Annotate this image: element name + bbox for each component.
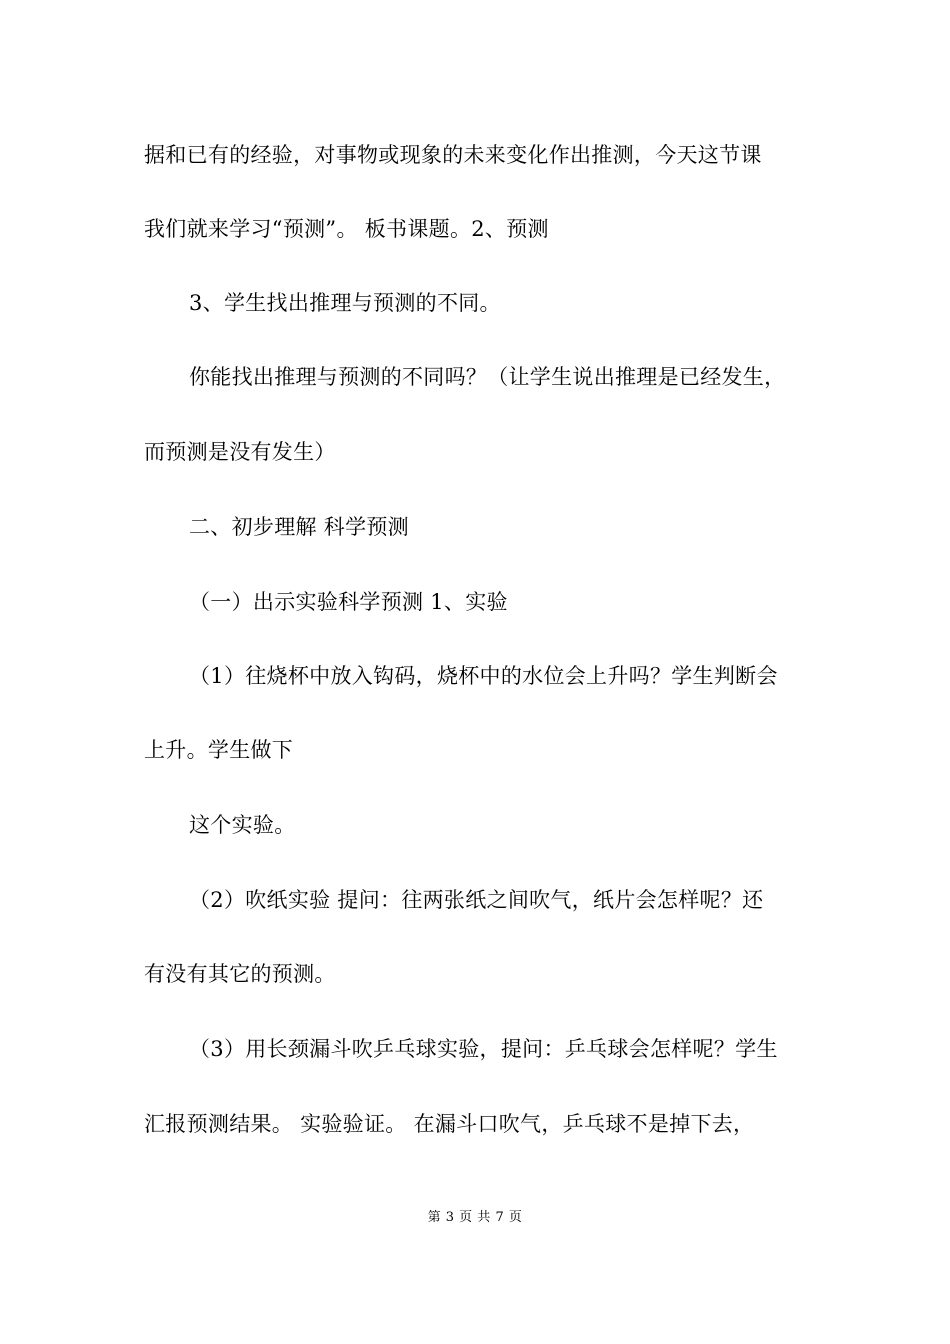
text-line-13: （3）用长颈漏斗吹乒乓球实验，提问：乒乓球会怎样呢？学生 [189, 1037, 778, 1061]
text-line-2: 我们就来学习“预测”。 板书课题。2、预测 [144, 217, 549, 241]
text-line-4: 你能找出推理与预测的不同吗？（让学生说出推理是已经发生， [189, 365, 786, 389]
text-line-8: （1）往烧杯中放入钩码，烧杯中的水位会上升吗？学生判断会 [189, 664, 778, 688]
text-line-7: （一）出示实验科学预测 1、实验 [189, 590, 508, 614]
text-line-11: （2）吹纸实验 提问：往两张纸之间吹气，纸片会怎样呢？还 [189, 888, 764, 912]
text-line-5: 而预测是没有发生） [144, 440, 336, 464]
text-line-10: 这个实验。 [189, 813, 296, 837]
text-line-12: 有没有其它的预测。 [144, 962, 336, 986]
text-line-14: 汇报预测结果。 实验验证。 在漏斗口吹气，乒乓球不是掉下去， [144, 1112, 755, 1136]
page-number-footer: 第 3 页 共 7 页 [427, 1210, 523, 1225]
section-heading: 二、初步理解 科学预测 [189, 515, 409, 539]
text-line-3: 3、学生找出推理与预测的不同。 [189, 291, 501, 315]
text-line-1: 据和已有的经验，对事物或现象的未来变化作出推测，今天这节课 [144, 143, 762, 167]
text-line-9: 上升。学生做下 [144, 738, 294, 762]
